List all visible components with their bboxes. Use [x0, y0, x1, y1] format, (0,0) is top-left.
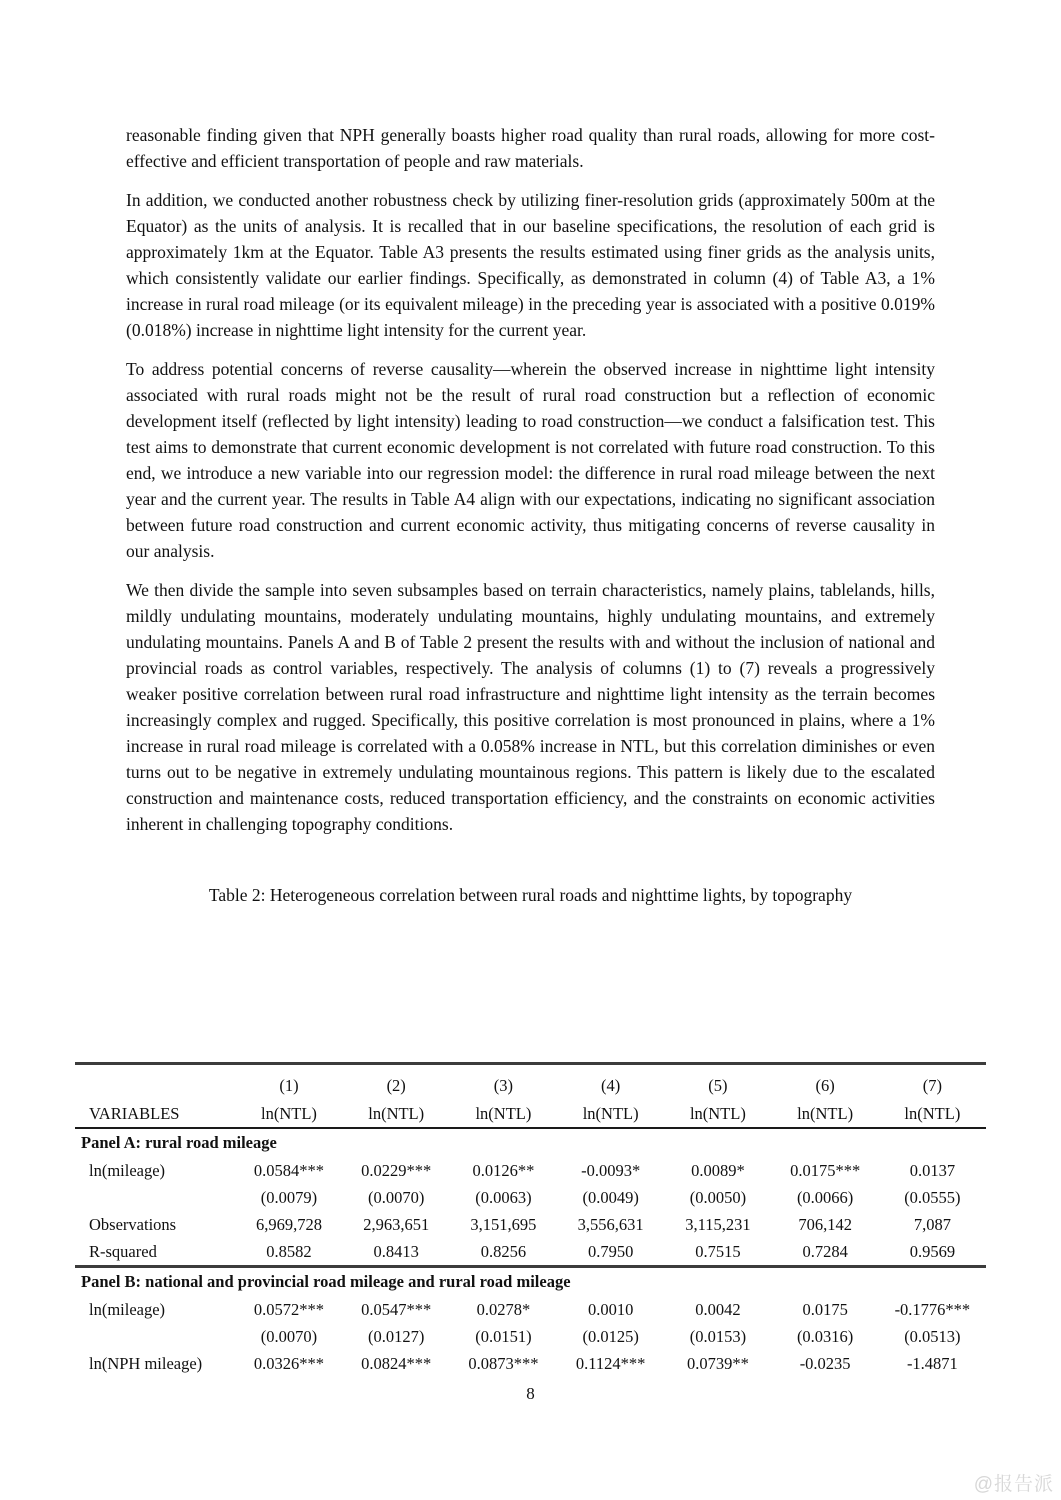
results-table-container [75, 1062, 986, 1377]
row-label: R-squared [89, 1241, 157, 1261]
cell-value: 0.0824*** [361, 1353, 432, 1373]
cell-value: 0.9569 [909, 1241, 956, 1261]
cell-value: (0.0127) [368, 1326, 425, 1346]
table-caption: Table 2: Heterogeneous correlation between rural roads and nighttime lights, by topography [208, 885, 853, 905]
cell-value: 0.7950 [587, 1241, 634, 1261]
dependent-var-header: ln(NTL) [343, 1100, 450, 1128]
dependent-var-header: ln(NTL) [557, 1100, 664, 1128]
cell-value: -1.4871 [906, 1353, 958, 1373]
cell-value: 0.0584*** [253, 1160, 325, 1180]
panel-a-title: Panel A: rural road mileage [81, 1133, 277, 1152]
cell-value: 2,963,651 [363, 1214, 430, 1234]
page-number: 8 [526, 1384, 535, 1403]
cell-value: -0.0235 [799, 1353, 851, 1373]
cell-value: (0.0050) [689, 1187, 747, 1207]
row-label: ln(mileage) [89, 1299, 166, 1319]
cell-value: (0.0049) [582, 1187, 639, 1207]
cell-value: (0.0070) [260, 1326, 318, 1346]
paragraph-terrain-subsamples: We then divide the sample into seven subsamples based on terrain characteristics, namely plains, tablelands, hills, mildly undulating mountains, moderately undulating mountains, highly undulating mountains, and extremely undulating mountains. Panels A and B of Table 2 present the results with and without the inclusion of national and provincial roads as control variables, respectively. The analysis of columns (1) to (7) reveals a progressively weaker positive correlation between rural road infrastructure and nighttime light intensity as the terrain becomes increasingly complex and rugged. Specifically, this positive correlation is most pronounced in plains, where a 1% increase in rural road mileage is correlated with a 0.058% increase in NTL, but this correlation diminishes or even turns out to be negative in extremely undulating mountainous regions. This pattern is likely due to the escalated construction and maintenance costs, reduced transportation efficiency, and the constraints on economic activities inherent in challenging topography conditions. [126, 580, 935, 834]
cell-value: (0.0555) [904, 1187, 961, 1207]
column-number: (6) [815, 1075, 835, 1095]
cell-value: 3,151,695 [470, 1214, 537, 1234]
cell-value: (0.0153) [689, 1326, 747, 1346]
cell-value: (0.0125) [582, 1326, 639, 1346]
row-label: Observations [89, 1214, 177, 1234]
paragraph-robustness-check: In addition, we conducted another robustness check by utilizing finer-resolution grids (approximately 500m at the Equator) as the units of analysis. It is recalled that in our baseline specifications, the resolution of each grid is approximately 1km at the Equator. Table A3 presents the results estimated using finer grids as the analysis units, which consistently validate our earlier findings. Specifically, as demonstrated in column (4) of Table A3, a 1% increase in rural road mileage (or its equivalent mileage) in the preceding year is associated with a positive 0.019% (0.018%) increase in nighttime light intensity for the current year. [126, 190, 935, 340]
regression-results-table [75, 1062, 986, 1377]
cell-value: 0.0547*** [361, 1299, 432, 1319]
watermark: @报告派 [973, 1474, 1054, 1495]
table-row-coefficient [75, 1350, 986, 1377]
column-number: (2) [386, 1075, 406, 1095]
column-number: (7) [922, 1075, 942, 1095]
table-row-stderr [75, 1184, 986, 1211]
cell-value: 0.0873*** [468, 1353, 539, 1373]
paragraph-reverse-causality: To address potential concerns of reverse causality—wherein the observed increase in nighttime light intensity associated with rural roads might not be the result of rural road construction but a reflection of economic development itself (reflected by light intensity) leading to road construction—we conduct a falsification test. This test aims to demonstrate that current economic development is not correlated with future road construction. To this end, we introduce a new variable into our regression model: the difference in rural road mileage between the next year and the current year. The results in Table A4 align with our expectations, indicating no significant association between future road construction and current economic activity, thus mitigating concerns of reverse causality in our analysis. [126, 359, 935, 561]
cell-value: 3,115,231 [685, 1214, 751, 1234]
cell-value: 0.0137 [909, 1160, 956, 1180]
table-row-observations [75, 1211, 986, 1238]
cell-value: -0.0093* [581, 1160, 641, 1180]
cell-value: 0.0089* [691, 1160, 745, 1180]
column-number: (5) [708, 1075, 728, 1095]
cell-value: 0.0278* [476, 1299, 531, 1319]
cell-value: 0.0572*** [253, 1299, 325, 1319]
variables-header: VARIABLES [75, 1100, 235, 1128]
table-row-stderr [75, 1323, 986, 1350]
cell-value: 0.8582 [266, 1241, 312, 1261]
cell-value: 0.7284 [802, 1241, 848, 1261]
cell-value: 0.0042 [695, 1299, 741, 1319]
cell-value: 706,142 [798, 1214, 852, 1234]
row-label [75, 1323, 235, 1350]
cell-value: 0.0229*** [361, 1160, 432, 1180]
cell-value: (0.0079) [260, 1187, 318, 1207]
cell-value: 6,969,728 [255, 1214, 322, 1234]
row-label: ln(mileage) [89, 1160, 166, 1180]
cell-value: (0.0070) [368, 1187, 425, 1207]
text-column [126, 122, 935, 908]
table-row-coefficient [75, 1296, 986, 1323]
row-label: ln(NPH mileage) [89, 1353, 203, 1373]
variables-header-row [75, 1100, 986, 1128]
cell-value: 0.8256 [480, 1241, 527, 1261]
cell-value: (0.0316) [796, 1326, 854, 1346]
column-number: (4) [601, 1075, 621, 1095]
panel-b-title: Panel B: national and provincial road mileage and rural road mileage [75, 1267, 986, 1297]
cell-value: (0.0151) [475, 1326, 532, 1346]
column-number-row [75, 1064, 986, 1101]
cell-value: 0.7515 [695, 1241, 741, 1261]
cell-value: 0.0010 [587, 1299, 634, 1319]
cell-value: 0.0175 [802, 1299, 848, 1319]
cell-value: 0.0126** [472, 1160, 535, 1180]
cell-value: 0.0175*** [790, 1160, 861, 1180]
panel-a-title-row [75, 1128, 986, 1157]
cell-value: 7,087 [913, 1214, 951, 1234]
cell-value: (0.0066) [796, 1187, 854, 1207]
dependent-var-header: ln(NTL) [772, 1100, 879, 1128]
cell-value: 0.0739** [686, 1353, 749, 1373]
row-label [75, 1184, 235, 1211]
dependent-var-header: ln(NTL) [450, 1100, 557, 1128]
paragraph-continuation: reasonable finding given that NPH generally boasts higher road quality than rural roads, allowing for more cost-effective and efficient transportation of people and raw materials. [126, 125, 935, 171]
cell-value: (0.0513) [904, 1326, 961, 1346]
cell-value: 0.8413 [373, 1241, 419, 1261]
cell-value: 3,556,631 [577, 1214, 644, 1234]
table-row-rsquared [75, 1238, 986, 1267]
cell-value: 0.0326*** [253, 1353, 325, 1373]
column-number: (3) [493, 1075, 514, 1095]
dependent-var-header: ln(NTL) [664, 1100, 771, 1128]
dependent-var-header: ln(NTL) [235, 1100, 342, 1128]
table-row-coefficient [75, 1157, 986, 1184]
cell-value: 0.1124*** [575, 1353, 646, 1373]
empty-cell [75, 1064, 235, 1101]
column-number: (1) [279, 1075, 299, 1095]
cell-value: -0.1776*** [894, 1299, 971, 1319]
panel-b-title-row [75, 1267, 986, 1297]
cell-value: (0.0063) [475, 1187, 532, 1207]
dependent-var-header: ln(NTL) [879, 1100, 986, 1128]
